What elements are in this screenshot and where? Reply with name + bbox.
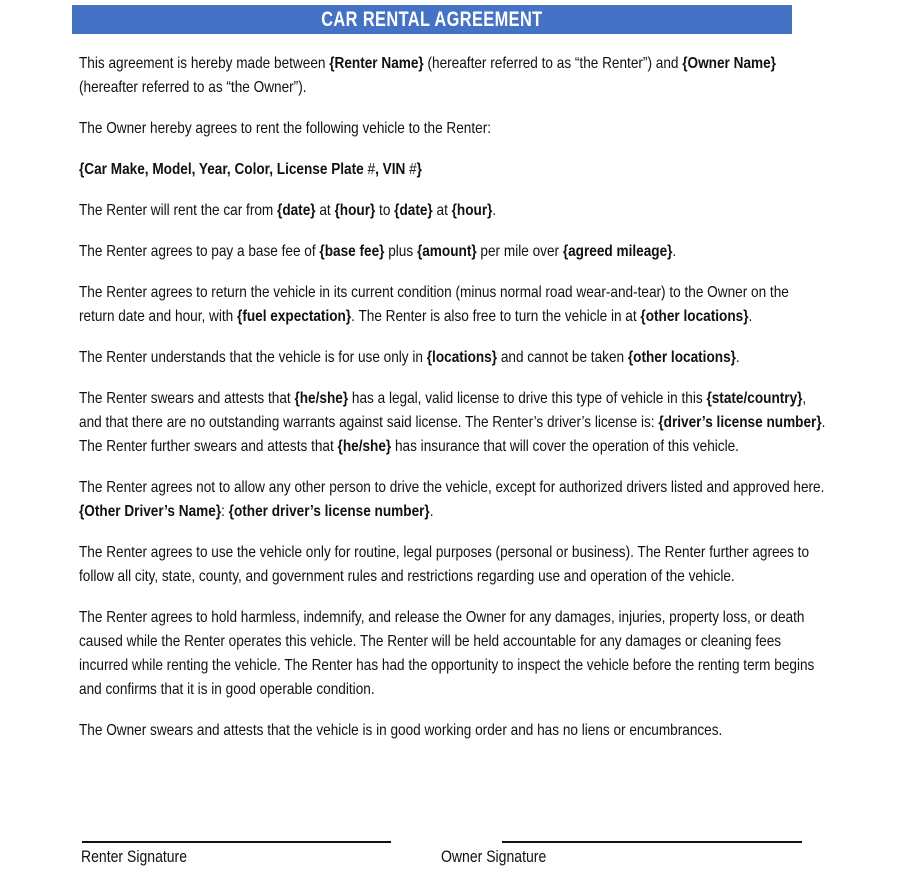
text-run: The Renter agrees to hold harmless, indemnify, and release the Owner for any damages, injuries, property loss, or death caused while the Renter operates this vehicle. The Renter will be held accountable for any damages or cleaning fees incurred while renting the vehicle. The Renter has had the opportunity to inspect the vehicle before the renting term begins and confirms that it is in good operable condition. (79, 609, 815, 698)
paragraph (79, 240, 828, 264)
placeholder-token: {he/she} (337, 438, 392, 455)
text-run: The Renter agrees to use the vehicle only for routine, legal purposes (personal or business). The Renter further agrees to follow all city, state, county, and government rules and restrictions regarding use and operation of the vehicle. (79, 544, 810, 585)
text-run: The Renter agrees to return the vehicle in its current condition (minus normal road wear-and-tear) to the Owner on the return date and hour, with (79, 284, 789, 325)
owner-signature-label: Owner Signature (441, 848, 547, 866)
placeholder-token: {other locations} (640, 308, 749, 325)
text-run: , and that there are no outstanding warrants against said license. The Renter’s driver’s license is: (79, 390, 807, 431)
paragraph (79, 719, 828, 743)
placeholder-token: {Other Driver’s Name} (79, 503, 222, 520)
text-run: at (315, 202, 335, 219)
text-run: plus (384, 243, 417, 260)
paragraph (79, 541, 828, 589)
paragraph (79, 606, 828, 702)
text-run: has insurance that will cover the operation of this vehicle. (391, 438, 739, 455)
placeholder-token: {fuel expectation} (237, 308, 352, 325)
text-run: (hereafter referred to as “the Renter”) and (423, 55, 683, 72)
placeholder-token: {date} (394, 202, 433, 219)
paragraph (79, 117, 828, 141)
owner-signature-line (502, 841, 802, 843)
paragraph (79, 52, 828, 100)
text-run: . (735, 349, 740, 366)
text-run: per mile over (476, 243, 563, 260)
placeholder-token: {agreed mileage} (562, 243, 673, 260)
text-run: The Renter swears and attests that (79, 390, 295, 407)
text-run: # (367, 161, 376, 178)
paragraph (79, 346, 828, 370)
paragraph (79, 199, 828, 223)
text-run: at (432, 202, 452, 219)
placeholder-token: {state/country} (706, 390, 803, 407)
text-run: This agreement is hereby made between (79, 55, 330, 72)
text-run: The Renter agrees to pay a base fee of (79, 243, 320, 260)
placeholder-token: {date} (277, 202, 316, 219)
text-run: . The Renter further swears and attests that (79, 414, 826, 455)
placeholder-token: } (416, 161, 422, 178)
placeholder-token: {other driver’s license number} (228, 503, 430, 520)
placeholder-token: {hour} (451, 202, 493, 219)
text-run: The Owner hereby agrees to rent the following vehicle to the Renter: (79, 120, 492, 137)
text-run: The Owner swears and attests that the vehicle is in good working order and has no liens or encumbrances. (79, 722, 723, 739)
text-run: . (748, 308, 753, 325)
paragraph (79, 158, 828, 182)
paragraph (79, 387, 828, 459)
placeholder-token: {driver’s license number} (658, 414, 822, 431)
text-run: . The Renter is also free to turn the vehicle in at (351, 308, 641, 325)
placeholder-token: {locations} (426, 349, 498, 366)
placeholder-token: {amount} (416, 243, 477, 260)
placeholder-token: {he/she} (294, 390, 349, 407)
placeholder-token: {Car Make, Model, Year, Color, License Plate (79, 161, 368, 178)
paragraph (79, 476, 828, 524)
placeholder-token: {Owner Name} (682, 55, 776, 72)
text-run: to (375, 202, 395, 219)
placeholder-token: {Renter Name} (329, 55, 424, 72)
renter-signature-line (82, 841, 391, 843)
renter-signature-label: Renter Signature (81, 848, 188, 866)
text-run: The Renter will rent the car from (79, 202, 278, 219)
title-bar (72, 5, 792, 34)
text-run: and cannot be taken (497, 349, 628, 366)
text-run: The Renter understands that the vehicle is for use only in (79, 349, 427, 366)
document-body (79, 52, 828, 760)
document-title: CAR RENTAL AGREEMENT (321, 8, 543, 31)
placeholder-token: {hour} (334, 202, 376, 219)
placeholder-token: {base fee} (319, 243, 385, 260)
placeholder-token: {other locations} (627, 349, 736, 366)
text-run: . (429, 503, 434, 520)
text-run: : (221, 503, 229, 520)
text-run: # (409, 161, 417, 178)
text-run: has a legal, valid license to drive this type of vehicle in this (348, 390, 707, 407)
text-run: (hereafter referred to as “the Owner”). (79, 79, 307, 96)
text-run: . (492, 202, 497, 219)
text-run: The Renter agrees not to allow any other person to drive the vehicle, except for authorized drivers listed and approved here. (79, 479, 825, 496)
text-run: . (672, 243, 677, 260)
placeholder-token: , VIN (375, 161, 410, 178)
paragraph (79, 281, 828, 329)
